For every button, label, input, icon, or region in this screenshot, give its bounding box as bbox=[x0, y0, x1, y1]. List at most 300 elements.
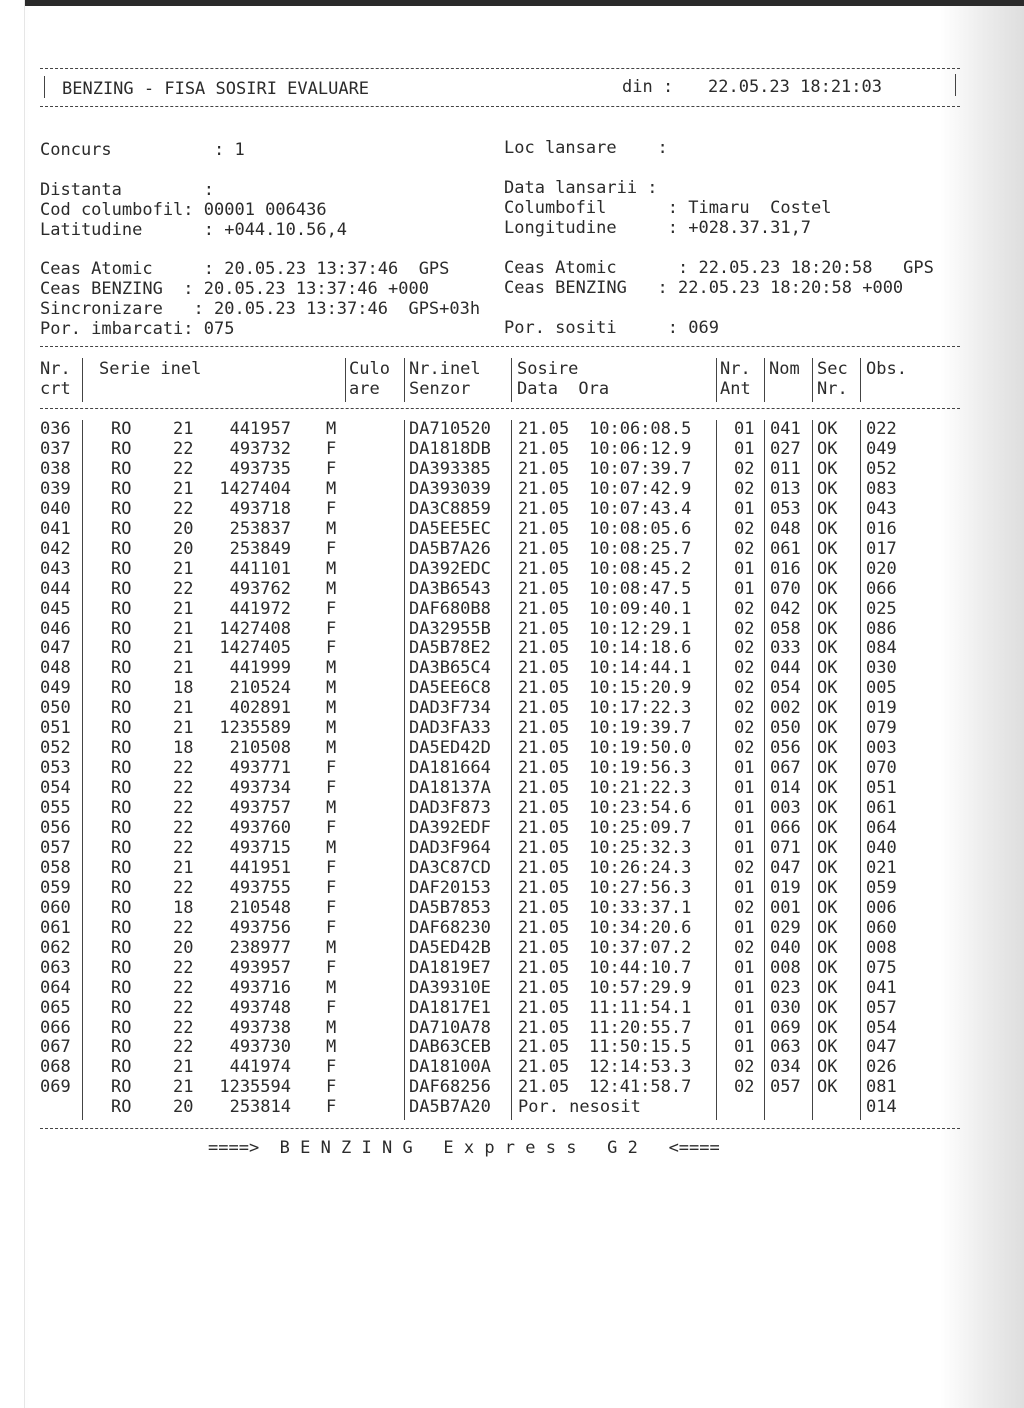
row-nom: 041 bbox=[770, 419, 801, 439]
table-row bbox=[0, 758, 1024, 778]
row-arrival-time: 12:41:58.7 bbox=[589, 1077, 692, 1098]
row-sex: F bbox=[326, 897, 337, 918]
row-antenna: 02 bbox=[734, 618, 755, 639]
row-antenna: 01 bbox=[734, 438, 755, 459]
row-arrival-time: 10:44:10.7 bbox=[589, 957, 692, 978]
row-sex: M bbox=[326, 578, 337, 599]
row-year: 22 bbox=[173, 778, 194, 799]
row-sensor-id: DA3C8859 bbox=[409, 498, 491, 519]
row-arrival-time: 10:14:44.1 bbox=[589, 658, 692, 679]
ceas-benzing-right: Ceas BENZING : 22.05.23 18:20:58 +000 bbox=[504, 278, 904, 298]
row-year: 21 bbox=[173, 857, 194, 878]
row-obs: 047 bbox=[866, 1037, 897, 1058]
row-sensor-id: DA5ED42D bbox=[409, 738, 491, 759]
row-nom: 042 bbox=[770, 598, 801, 619]
row-year: 22 bbox=[173, 977, 194, 998]
row-arrival-time: 10:12:29.1 bbox=[589, 618, 692, 639]
row-nr-crt: 037 bbox=[40, 438, 71, 459]
row-nom: 034 bbox=[770, 1057, 801, 1078]
col-nr-2: crt bbox=[40, 379, 71, 399]
row-country: RO bbox=[111, 837, 132, 858]
row-sex: M bbox=[326, 837, 337, 858]
row-obs: 066 bbox=[866, 578, 897, 599]
row-nr-crt: 069 bbox=[40, 1077, 71, 1098]
row-antenna: 02 bbox=[734, 638, 755, 659]
row-obs: 008 bbox=[866, 937, 897, 958]
row-nr-crt: 065 bbox=[40, 997, 71, 1018]
row-ring-number: 253814 bbox=[229, 1097, 291, 1118]
row-sensor-id: DA3C87CD bbox=[409, 857, 491, 878]
row-sec-status: OK bbox=[817, 897, 838, 918]
table-row bbox=[0, 599, 1024, 619]
row-year: 20 bbox=[173, 538, 194, 559]
row-arrival-date: 21.05 bbox=[518, 778, 570, 799]
row-arrival-date: 21.05 bbox=[518, 818, 570, 838]
row-sensor-id: DA5ED42B bbox=[409, 937, 491, 958]
row-country: RO bbox=[111, 857, 132, 878]
row-sensor-id: DA3B65C4 bbox=[409, 658, 491, 679]
sep-header-1 bbox=[82, 358, 83, 402]
row-ring-number: 493735 bbox=[229, 458, 291, 479]
row-year: 21 bbox=[173, 718, 194, 739]
row-obs: 040 bbox=[866, 837, 897, 858]
row-sec-status: OK bbox=[817, 1077, 838, 1098]
row-antenna: 02 bbox=[734, 538, 755, 559]
row-sec-status: OK bbox=[817, 1037, 838, 1058]
row-sex: F bbox=[326, 598, 337, 619]
table-row bbox=[0, 838, 1024, 858]
row-nr-crt: 062 bbox=[40, 937, 71, 958]
row-ring-number: 441951 bbox=[229, 857, 291, 878]
row-nr-crt: 058 bbox=[40, 857, 71, 878]
row-year: 18 bbox=[173, 897, 194, 918]
sep-header-6 bbox=[764, 358, 765, 402]
row-sex: M bbox=[326, 718, 337, 739]
row-nom: 056 bbox=[770, 738, 801, 759]
row-arrival-date: 21.05 bbox=[518, 498, 570, 519]
row-obs: 064 bbox=[866, 818, 897, 838]
row-sensor-id: DA181664 bbox=[409, 758, 491, 779]
col-obs: Obs. bbox=[866, 359, 907, 379]
row-nom: 058 bbox=[770, 618, 801, 639]
row-sensor-id: DAB63CEB bbox=[409, 1037, 491, 1058]
row-obs: 016 bbox=[866, 518, 897, 539]
row-sensor-id: DAD3F734 bbox=[409, 698, 491, 719]
row-year: 22 bbox=[173, 458, 194, 479]
row-antenna: 02 bbox=[734, 897, 755, 918]
row-arrival-date: 21.05 bbox=[518, 837, 570, 858]
row-country: RO bbox=[111, 778, 132, 799]
row-sex: F bbox=[326, 1077, 337, 1098]
table-row bbox=[0, 439, 1024, 459]
ceas-atomic-right: Ceas Atomic : 22.05.23 18:20:58 GPS bbox=[504, 258, 934, 278]
row-sex: M bbox=[326, 937, 337, 958]
row-sec-status: OK bbox=[817, 458, 838, 479]
col-sosire-2: Data Ora bbox=[517, 379, 610, 399]
row-arrival-time: 10:19:50.0 bbox=[589, 738, 692, 759]
row-ring-number: 441974 bbox=[229, 1057, 291, 1078]
row-nom: 027 bbox=[770, 438, 801, 459]
row-country: RO bbox=[111, 1097, 132, 1118]
row-nr-crt: 063 bbox=[40, 957, 71, 978]
row-arrival-time: 10:26:24.3 bbox=[589, 857, 692, 878]
row-country: RO bbox=[111, 578, 132, 599]
row-obs: 022 bbox=[866, 419, 897, 439]
row-country: RO bbox=[111, 638, 132, 659]
row-sec-status: OK bbox=[817, 957, 838, 978]
row-sensor-id: DA1819E7 bbox=[409, 957, 491, 978]
header-left-bar bbox=[44, 76, 45, 98]
row-arrival-time: 10:19:39.7 bbox=[589, 718, 692, 739]
din-value: 22.05.23 18:21:03 bbox=[708, 77, 882, 97]
row-sex: F bbox=[326, 778, 337, 799]
row-sensor-id: DAF680B8 bbox=[409, 598, 491, 619]
row-sensor-id: DA39310E bbox=[409, 977, 491, 998]
row-nr-crt: 067 bbox=[40, 1037, 71, 1058]
row-arrival-time: 10:14:18.6 bbox=[589, 638, 692, 659]
row-sec-status: OK bbox=[817, 518, 838, 539]
row-arrival-date: 21.05 bbox=[518, 937, 570, 958]
row-arrival-date: 21.05 bbox=[518, 718, 570, 739]
row-arrival-time: 10:37:07.2 bbox=[589, 937, 692, 958]
row-year: 22 bbox=[173, 438, 194, 459]
row-sensor-id: DA5EE5EC bbox=[409, 518, 491, 539]
row-obs: 005 bbox=[866, 678, 897, 699]
row-antenna: 02 bbox=[734, 1057, 755, 1078]
row-sex: M bbox=[326, 658, 337, 679]
row-obs: 003 bbox=[866, 738, 897, 759]
row-sec-status: OK bbox=[817, 698, 838, 719]
table-top-rule bbox=[40, 346, 960, 347]
row-sex: F bbox=[326, 997, 337, 1018]
row-arrival-date: 21.05 bbox=[518, 877, 570, 898]
row-arrival-date: 21.05 bbox=[518, 857, 570, 878]
row-obs: 006 bbox=[866, 897, 897, 918]
row-arrival-date: 21.05 bbox=[518, 478, 570, 499]
row-country: RO bbox=[111, 897, 132, 918]
row-nom: 016 bbox=[770, 558, 801, 579]
row-arrival-date: 21.05 bbox=[518, 419, 570, 439]
row-arrival-time: 10:08:47.5 bbox=[589, 578, 692, 599]
row-year: 22 bbox=[173, 877, 194, 898]
row-sensor-id: DAD3F873 bbox=[409, 798, 491, 819]
row-nr-crt: 042 bbox=[40, 538, 71, 559]
row-obs: 060 bbox=[866, 917, 897, 938]
row-obs: 051 bbox=[866, 778, 897, 799]
row-ring-number: 493730 bbox=[229, 1037, 291, 1058]
row-arrival-time: 10:27:56.3 bbox=[589, 877, 692, 898]
row-arrival-time: 11:11:54.1 bbox=[589, 997, 692, 1018]
col-serie-inel: Serie inel bbox=[99, 359, 202, 379]
table-row bbox=[0, 998, 1024, 1018]
row-nom: 061 bbox=[770, 538, 801, 559]
row-ring-number: 493734 bbox=[229, 778, 291, 799]
row-ring-number: 1427405 bbox=[219, 638, 291, 659]
row-sensor-id: DA392EDC bbox=[409, 558, 491, 579]
row-ring-number: 1427404 bbox=[219, 478, 291, 499]
table-row bbox=[0, 918, 1024, 938]
row-ring-number: 493732 bbox=[229, 438, 291, 459]
row-sensor-id: DA18137A bbox=[409, 778, 491, 799]
row-arrival-time: 10:15:20.9 bbox=[589, 678, 692, 699]
row-obs: 026 bbox=[866, 1057, 897, 1078]
row-nr-crt: 057 bbox=[40, 837, 71, 858]
row-arrival-date: 21.05 bbox=[518, 678, 570, 699]
row-sensor-id: DA393039 bbox=[409, 478, 491, 499]
row-sensor-id: DA5B7853 bbox=[409, 897, 491, 918]
row-nr-crt: 059 bbox=[40, 877, 71, 898]
row-arrival-date: 21.05 bbox=[518, 598, 570, 619]
scan-top-edge bbox=[0, 0, 1024, 6]
row-year: 22 bbox=[173, 917, 194, 938]
row-antenna: 01 bbox=[734, 917, 755, 938]
row-country: RO bbox=[111, 618, 132, 639]
row-year: 22 bbox=[173, 758, 194, 779]
row-obs: 084 bbox=[866, 638, 897, 659]
row-antenna: 02 bbox=[734, 478, 755, 499]
row-ring-number: 493748 bbox=[229, 997, 291, 1018]
row-ring-number: 493738 bbox=[229, 1017, 291, 1038]
row-country: RO bbox=[111, 977, 132, 998]
row-nr-crt: 044 bbox=[40, 578, 71, 599]
row-year: 20 bbox=[173, 1097, 194, 1118]
row-arrival-date: 21.05 bbox=[518, 738, 570, 759]
col-ant-1: Nr. bbox=[720, 359, 751, 379]
row-year: 21 bbox=[173, 598, 194, 619]
table-row bbox=[0, 1077, 1024, 1097]
row-sensor-id: DA5B7A20 bbox=[409, 1097, 491, 1118]
sep-header-2 bbox=[345, 358, 346, 402]
row-year: 21 bbox=[173, 658, 194, 679]
row-obs: 017 bbox=[866, 538, 897, 559]
row-year: 21 bbox=[173, 478, 194, 499]
col-sec-2: Nr. bbox=[817, 379, 848, 399]
row-nom: 014 bbox=[770, 778, 801, 799]
row-obs: 059 bbox=[866, 877, 897, 898]
row-nr-crt: 041 bbox=[40, 518, 71, 539]
row-sensor-id: DA5B78E2 bbox=[409, 638, 491, 659]
table-row bbox=[0, 738, 1024, 758]
row-ring-number: 441999 bbox=[229, 658, 291, 679]
table-row bbox=[0, 958, 1024, 978]
row-arrival-date: 21.05 bbox=[518, 1077, 570, 1098]
row-arrival-date: 21.05 bbox=[518, 538, 570, 559]
row-sex: M bbox=[326, 977, 337, 998]
row-antenna: 01 bbox=[734, 1017, 755, 1038]
row-ring-number: 1427408 bbox=[219, 618, 291, 639]
row-obs: 049 bbox=[866, 438, 897, 459]
row-year: 18 bbox=[173, 738, 194, 759]
row-sensor-id: DA710A78 bbox=[409, 1017, 491, 1038]
row-nr-crt: 053 bbox=[40, 758, 71, 779]
table-row bbox=[0, 519, 1024, 539]
row-obs: 030 bbox=[866, 658, 897, 679]
row-obs: 061 bbox=[866, 798, 897, 819]
row-sec-status: OK bbox=[817, 778, 838, 799]
table-row bbox=[0, 499, 1024, 519]
row-arrival-date: 21.05 bbox=[518, 618, 570, 639]
row-sec-status: OK bbox=[817, 558, 838, 579]
col-nrinel-2: Senzor bbox=[409, 379, 471, 399]
row-arrival-date: 21.05 bbox=[518, 798, 570, 819]
row-sec-status: OK bbox=[817, 997, 838, 1018]
row-sensor-id: DAF68256 bbox=[409, 1077, 491, 1098]
row-antenna: 01 bbox=[734, 498, 755, 519]
row-obs: 052 bbox=[866, 458, 897, 479]
col-sosire-1: Sosire bbox=[517, 359, 579, 379]
row-arrival-date: 21.05 bbox=[518, 438, 570, 459]
row-obs: 020 bbox=[866, 558, 897, 579]
row-ring-number: 493762 bbox=[229, 578, 291, 599]
row-country: RO bbox=[111, 1037, 132, 1058]
row-year: 22 bbox=[173, 798, 194, 819]
row-nom: 057 bbox=[770, 1077, 801, 1098]
row-arrival-time: 10:25:09.7 bbox=[589, 818, 692, 838]
table-row bbox=[0, 678, 1024, 698]
row-sex: M bbox=[326, 478, 337, 499]
row-arrival-time: 10:07:43.4 bbox=[589, 498, 692, 519]
row-sensor-id: DA5EE6C8 bbox=[409, 678, 491, 699]
row-arrival-time: 10:19:56.3 bbox=[589, 758, 692, 779]
row-country: RO bbox=[111, 937, 132, 958]
row-nom: 019 bbox=[770, 877, 801, 898]
row-sec-status: OK bbox=[817, 837, 838, 858]
ceas-benzing-left: Ceas BENZING : 20.05.23 13:37:46 +000 bbox=[40, 279, 429, 299]
row-obs: 041 bbox=[866, 977, 897, 998]
row-sensor-id: DA18100A bbox=[409, 1057, 491, 1078]
row-ring-number: 253849 bbox=[229, 538, 291, 559]
row-country: RO bbox=[111, 758, 132, 779]
por-imbarcati-line: Por. imbarcati: 075 bbox=[40, 319, 235, 339]
row-nom: 050 bbox=[770, 718, 801, 739]
row-sex: M bbox=[326, 1017, 337, 1038]
row-year: 22 bbox=[173, 498, 194, 519]
row-arrival-time: 10:08:05.6 bbox=[589, 518, 692, 539]
row-arrival-time: 10:07:39.7 bbox=[589, 458, 692, 479]
row-year: 21 bbox=[173, 558, 194, 579]
table-row bbox=[0, 459, 1024, 479]
data-lansarii-line: Data lansarii : bbox=[504, 178, 658, 198]
distanta-line: Distanta : bbox=[40, 180, 214, 200]
row-country: RO bbox=[111, 877, 132, 898]
row-nom: 047 bbox=[770, 857, 801, 878]
row-nr-crt: 061 bbox=[40, 917, 71, 938]
row-sec-status: OK bbox=[817, 937, 838, 958]
row-country: RO bbox=[111, 458, 132, 479]
row-arrival-date: 21.05 bbox=[518, 1057, 570, 1078]
row-sensor-id: DA1817E1 bbox=[409, 997, 491, 1018]
header-row-rule bbox=[40, 408, 960, 409]
row-sex: F bbox=[326, 857, 337, 878]
table-row bbox=[0, 798, 1024, 818]
row-antenna: 02 bbox=[734, 937, 755, 958]
row-country: RO bbox=[111, 917, 132, 938]
row-sex: F bbox=[326, 1057, 337, 1078]
row-sex: F bbox=[326, 758, 337, 779]
loc-lansare-line: Loc lansare : bbox=[504, 138, 668, 158]
row-antenna: 01 bbox=[734, 837, 755, 858]
col-nr-1: Nr. bbox=[40, 359, 71, 379]
row-arrival-date: 21.05 bbox=[518, 917, 570, 938]
latitudine-line: Latitudine : +044.10.56,4 bbox=[40, 220, 348, 240]
row-nr-crt: 036 bbox=[40, 419, 71, 439]
row-nom: 002 bbox=[770, 698, 801, 719]
sincronizare-line: Sincronizare : 20.05.23 13:37:46 GPS+03h bbox=[40, 299, 481, 319]
row-nom: 067 bbox=[770, 758, 801, 779]
row-sensor-id: DA393385 bbox=[409, 458, 491, 479]
row-sex: F bbox=[326, 438, 337, 459]
row-year: 21 bbox=[173, 618, 194, 639]
row-sec-status: OK bbox=[817, 877, 838, 898]
table-row bbox=[0, 1018, 1024, 1038]
row-sensor-id: DAD3FA33 bbox=[409, 718, 491, 739]
row-ring-number: 1235594 bbox=[219, 1077, 291, 1098]
row-sensor-id: DA1818DB bbox=[409, 438, 491, 459]
table-row bbox=[0, 938, 1024, 958]
row-year: 21 bbox=[173, 698, 194, 719]
table-bottom-rule bbox=[40, 1128, 960, 1129]
row-antenna: 02 bbox=[734, 738, 755, 759]
row-antenna: 01 bbox=[734, 558, 755, 579]
row-nom: 011 bbox=[770, 458, 801, 479]
row-nr-crt: 049 bbox=[40, 678, 71, 699]
row-country: RO bbox=[111, 718, 132, 739]
document-title: BENZING - FISA SOSIRI EVALUARE bbox=[62, 79, 370, 99]
row-nr-crt: 046 bbox=[40, 618, 71, 639]
table-row bbox=[0, 778, 1024, 798]
row-nr-crt: 050 bbox=[40, 698, 71, 719]
row-ring-number: 210508 bbox=[229, 738, 291, 759]
row-arrival-time: 10:08:25.7 bbox=[589, 538, 692, 559]
row-country: RO bbox=[111, 478, 132, 499]
row-antenna: 01 bbox=[734, 818, 755, 838]
row-nr-crt: 066 bbox=[40, 1017, 71, 1038]
row-sex: F bbox=[326, 458, 337, 479]
row-year: 22 bbox=[173, 1017, 194, 1038]
row-nr-crt: 064 bbox=[40, 977, 71, 998]
row-sex: M bbox=[326, 518, 337, 539]
row-arrival-time: 12:14:53.3 bbox=[589, 1057, 692, 1078]
row-country: RO bbox=[111, 518, 132, 539]
row-ring-number: 493771 bbox=[229, 758, 291, 779]
row-antenna: 01 bbox=[734, 778, 755, 799]
row-nr-crt: 054 bbox=[40, 778, 71, 799]
table-row bbox=[0, 539, 1024, 559]
row-nr-crt: 048 bbox=[40, 658, 71, 679]
row-country: RO bbox=[111, 1057, 132, 1078]
row-arrival-date: 21.05 bbox=[518, 638, 570, 659]
row-sensor-id: DA32955B bbox=[409, 618, 491, 639]
col-sec-1: Sec bbox=[817, 359, 848, 379]
row-sex: M bbox=[326, 419, 337, 439]
row-nom: 023 bbox=[770, 977, 801, 998]
row-antenna: 01 bbox=[734, 957, 755, 978]
table-row bbox=[0, 619, 1024, 639]
row-antenna: 02 bbox=[734, 678, 755, 699]
row-ring-number: 1235589 bbox=[219, 718, 291, 739]
row-sex: M bbox=[326, 558, 337, 579]
row-nr-crt: 045 bbox=[40, 598, 71, 619]
row-ring-number: 402891 bbox=[229, 698, 291, 719]
header-right-bar bbox=[955, 74, 956, 96]
row-arrival-date: 21.05 bbox=[518, 758, 570, 779]
row-year: 20 bbox=[173, 937, 194, 958]
din-label: din : bbox=[622, 77, 674, 97]
row-ring-number: 441957 bbox=[229, 419, 291, 439]
row-antenna: 02 bbox=[734, 658, 755, 679]
row-nom: 029 bbox=[770, 917, 801, 938]
row-sec-status: OK bbox=[817, 498, 838, 519]
